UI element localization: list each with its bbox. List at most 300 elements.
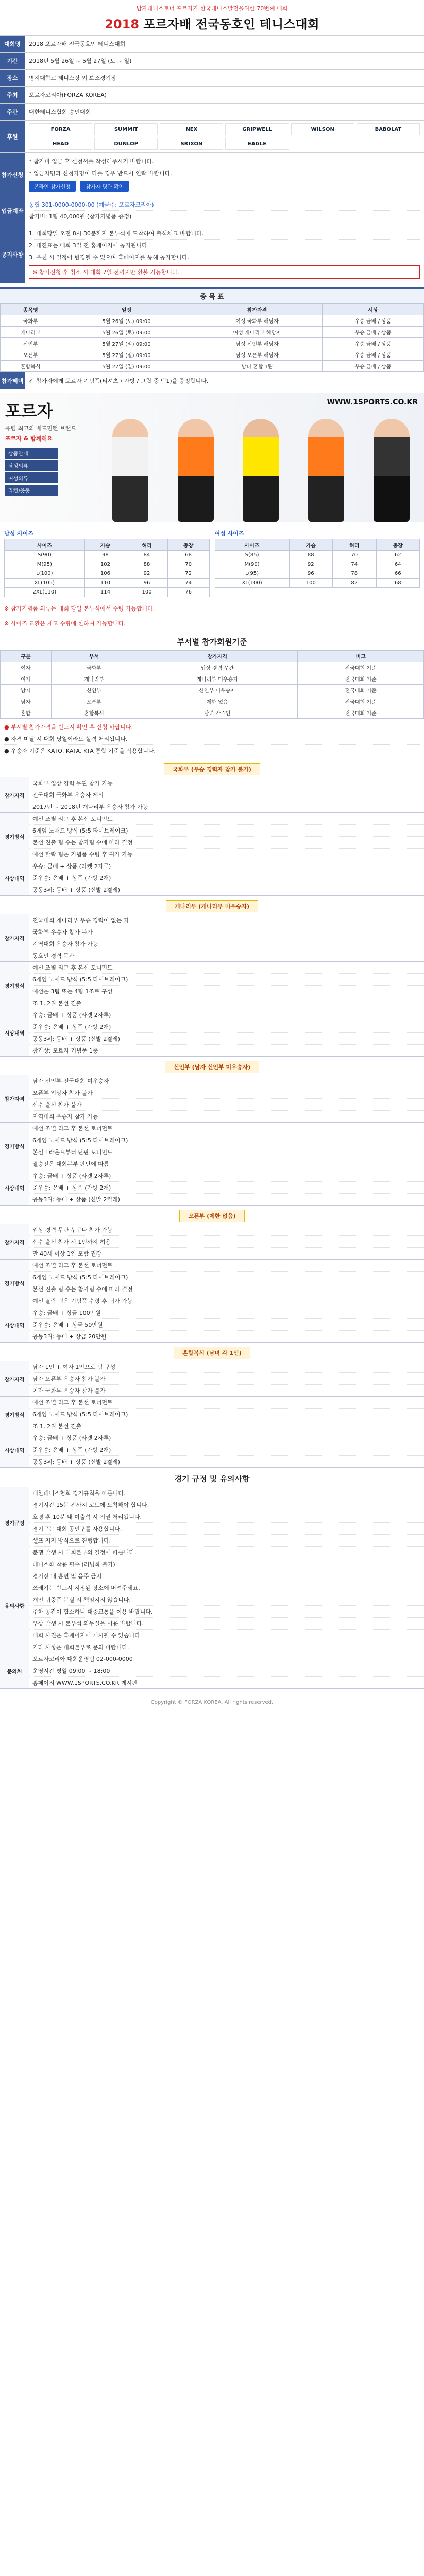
group-label: 경기방식 (0, 1260, 29, 1307)
table-cell: 66 (376, 569, 420, 579)
table-cell: 70 (333, 551, 376, 560)
group-items (29, 1075, 424, 1122)
list-item: 공동3위: 동배 + 상품 (신발 2켤레) (32, 1459, 120, 1465)
column-header: 사이즈 (215, 539, 289, 551)
list-item: 국화부 우승자 참가 불가 (29, 926, 424, 938)
table-row (1, 685, 424, 696)
group-row (0, 1170, 424, 1206)
list-item: 예선 조별 리그 후 본선 토너먼트 (29, 813, 424, 825)
sponsor-block (0, 120, 424, 152)
table-cell: 5월 27일 (일) 09:00 (61, 338, 192, 349)
list-item: 입상 경력 무관 누구나 참가 가능 (29, 1224, 424, 1236)
group-row (0, 1487, 424, 1558)
table-row (5, 579, 210, 588)
table-cell: 제한 없음 (137, 696, 298, 707)
table-row (1, 662, 424, 673)
table-cell: 신인부 미우승자 (137, 685, 298, 696)
table-row (1, 707, 424, 719)
list-item: 본선 진출 팀 수는 참가팀 수에 따라 결정 (29, 1283, 424, 1295)
table-cell: 64 (376, 560, 420, 569)
category-bar (0, 1347, 424, 1359)
table-cell: 100 (289, 579, 332, 588)
apply-block (0, 152, 424, 196)
list-item: 준우승: 은배 + 상품 (가방 2개) (29, 1021, 424, 1033)
list-item: 예선 조별 리그 후 본선 토너먼트 (29, 1260, 424, 1272)
group-items (29, 1224, 424, 1259)
table-cell: 국화부 (51, 662, 137, 673)
grade-note: ● 자격 미달 시 대회 당일이라도 실격 처리됩니다. (4, 733, 420, 745)
column-header: 부서 (51, 651, 137, 662)
list-item: 결승전은 대회본부 판단에 따름 (32, 1161, 109, 1167)
table-cell: 84 (126, 551, 168, 560)
category-title: 국화부 (우승 경력자 참가 불가) (164, 763, 260, 775)
group-label: 경기방식 (0, 1123, 29, 1170)
group-label: 참가자격 (0, 914, 29, 961)
list-item: 부상 발생 시 본부석 의무실을 이용 바랍니다. (29, 1618, 424, 1630)
table-cell: 82 (333, 579, 376, 588)
category-title: 개나리부 (개나리부 미우승자) (166, 900, 258, 912)
table-row (5, 560, 210, 569)
group-items (29, 860, 424, 895)
table-cell: 88 (126, 560, 168, 569)
sponsor-logo[interactable]: HEAD (29, 138, 92, 150)
table-cell: 102 (84, 560, 126, 569)
table-cell: L(95) (215, 569, 289, 579)
table-cell: 전국대회 기준 (298, 673, 424, 685)
model-photo-1 (112, 419, 148, 522)
list-item: 예선 조별 리그 후 본선 토너먼트 (29, 962, 424, 974)
list-item: 경기장 내 흡연 및 음주 금지 (29, 1570, 424, 1582)
list-item: 지역대회 우승자 참가 가능 (29, 938, 424, 950)
table-cell: 5월 27일 (일) 09:00 (61, 361, 192, 372)
table-cell: 70 (167, 560, 209, 569)
list-item: 지역대회 우승자 참가 가능 (32, 1113, 98, 1120)
group-row (0, 1396, 424, 1432)
list-item: 공동3위: 동배 + 상품 (신발 2켤레) (32, 1196, 120, 1203)
list-item: 6게임 노애드 방식 (5:5 타이브레이크) (29, 1134, 424, 1146)
apply-label: 참가신청 (0, 153, 25, 196)
list-item: 포르자코리아 대회운영팀 02-000-0000 (29, 1653, 424, 1665)
list-item: 쓰레기는 반드시 지정된 장소에 버려주세요. (29, 1582, 424, 1594)
list-item: 우승: 금배 + 상품 (라켓 2자루) (29, 1170, 424, 1182)
group-row (0, 1259, 424, 1307)
banner-menu-item[interactable]: 남성의류 (5, 460, 58, 471)
category-title: 혼합복식 (남녀 각 1인) (174, 1347, 250, 1359)
info-row (0, 103, 424, 120)
list-item: 예선 조별 리그 후 본선 토너먼트 (29, 1123, 424, 1134)
column-header: 참가자격 (192, 304, 323, 315)
column-header: 구분 (1, 651, 52, 662)
list-item: 운영시간 평일 09:00 ~ 18:00 (29, 1665, 424, 1677)
participant-list-button[interactable]: 참가자 명단 확인 (80, 181, 129, 192)
column-header: 사이즈 (5, 539, 85, 551)
list-item: 우승: 금배 + 상품 (라켓 2자루) (29, 1432, 424, 1444)
header (0, 0, 424, 35)
sponsor-logo[interactable]: SUMMIT (94, 123, 158, 135)
banner-menu-item[interactable]: 상품안내 (5, 448, 58, 459)
sponsor-logo[interactable]: FORZA (29, 123, 92, 135)
refund-notice: ※ 참가신청 후 취소 시 대회 7일 전까지만 환불 가능합니다. (29, 265, 420, 279)
table-row (1, 361, 424, 372)
info-label: 주관 (0, 104, 25, 120)
list-item: 주차 공간이 협소하니 대중교통을 이용 바랍니다. (29, 1606, 424, 1618)
list-item: 예선 조별 리그 후 본선 토너먼트 (29, 1397, 424, 1409)
table-cell: 5월 26일 (토) 09:00 (61, 315, 192, 327)
list-item: 전국대회 국화부 우승자 제외 (29, 789, 424, 801)
model-photo-3 (243, 419, 279, 522)
group-label: 문의처 (0, 1653, 29, 1688)
list-item: 홈페이지 WWW.1SPORTS.CO.KR 게시판 (32, 1680, 138, 1686)
list-item: 테니스화 착용 필수 (러닝화 불가) (29, 1558, 424, 1570)
table-row (1, 673, 424, 685)
notice-item: 3. 우천 시 일정이 변경될 수 있으며 홈페이지를 통해 공지합니다. (29, 251, 420, 263)
group-items (29, 1653, 424, 1688)
info-body (25, 87, 424, 103)
list-item: 호명 후 10분 내 미출석 시 기권 처리됩니다. (29, 1511, 424, 1523)
table-cell: 우승 금배 / 상품 (322, 315, 423, 327)
group-items (29, 1009, 424, 1056)
table-cell: 우승 금배 / 상품 (322, 349, 423, 361)
title-year: 2018 (105, 17, 140, 31)
table-row (1, 338, 424, 349)
grade-note: ● 부서별 참가자격을 반드시 확인 후 신청 바랍니다. (4, 721, 420, 733)
group-row (0, 1307, 424, 1343)
info-body (25, 53, 424, 69)
column-header: 가슴 (289, 539, 332, 551)
rules-title: 경기 규정 및 유의사항 (174, 1474, 250, 1483)
category-body (0, 1224, 424, 1343)
info-value: 대한테니스협회 승인대회 (29, 109, 91, 115)
list-item: 남자 1인 + 여자 1인으로 팀 구성 (29, 1361, 424, 1373)
table-cell: 74 (333, 560, 376, 569)
table-cell: 남자 (1, 685, 52, 696)
info-body (25, 104, 424, 120)
table-cell: 전국대회 기준 (298, 696, 424, 707)
table-row (215, 579, 420, 588)
table-row (5, 569, 210, 579)
list-item: 본선 진출 팀 수는 참가팀 수에 따라 결정 (29, 837, 424, 849)
notice-item: 2. 대진표는 대회 3일 전 홈페이지에 공지됩니다. (29, 240, 420, 251)
table-row (1, 327, 424, 338)
table-cell: M(90) (215, 560, 289, 569)
table-cell: 96 (126, 579, 168, 588)
group-label: 시상내역 (0, 1307, 29, 1342)
group-row (0, 812, 424, 860)
title-text: 포르자배 전국동호인 테니스대회 (143, 17, 319, 31)
list-item: 우승: 금배 + 상금 100만원 (29, 1307, 424, 1319)
deposit-account: 농협 301-0000-0000-00 (예금주: 포르자코리아) (29, 199, 420, 211)
list-item: 우승: 금배 + 상품 (라켓 2자루) (29, 860, 424, 872)
deposit-label: 입금계좌 (0, 196, 25, 225)
list-item: 예선은 3팀 또는 4팀 1조로 구성 (29, 986, 424, 997)
size-table-women (215, 539, 420, 588)
info-value: 명지대학교 테니스장 외 보조경기장 (29, 75, 116, 81)
group-row (0, 961, 424, 1009)
schedule-title: 종 목 표 (0, 287, 424, 303)
table-cell: 72 (167, 569, 209, 579)
table-cell: 100 (126, 588, 168, 597)
info-row (0, 69, 424, 86)
table-cell: 전국대회 기준 (298, 685, 424, 696)
list-item: 개인 귀중품 분실 시 책임지지 않습니다. (29, 1594, 424, 1606)
list-item: 6게임 노애드 방식 (5:5 타이브레이크) (29, 1409, 424, 1420)
group-items (29, 1260, 424, 1307)
table-row (1, 315, 424, 327)
info-list (0, 35, 424, 120)
size-table-men (4, 539, 210, 597)
column-header: 총장 (167, 539, 209, 551)
banner-tagline: 유럽 최고의 배드민턴 브랜드 (5, 425, 77, 432)
table-cell: 62 (376, 551, 420, 560)
list-item: 우승: 금배 + 상품 (라켓 2자루) (29, 1009, 424, 1021)
table-cell: 5월 26일 (토) 09:00 (61, 327, 192, 338)
list-item: 남자 신인부 전국대회 미우승자 (29, 1075, 424, 1087)
sponsor-logo[interactable]: NEX (160, 123, 223, 135)
group-row (0, 1075, 424, 1122)
group-label: 참가자격 (0, 1224, 29, 1259)
table-cell: 여성 개나리부 해당자 (192, 327, 323, 338)
category-body (0, 1361, 424, 1468)
group-label: 유의사항 (0, 1558, 29, 1653)
group-items (29, 1361, 424, 1396)
notice-label: 공지사항 (0, 225, 25, 283)
group-row (0, 860, 424, 896)
group-label: 참가자격 (0, 1361, 29, 1396)
table-cell: 110 (84, 579, 126, 588)
column-header: 허리 (333, 539, 376, 551)
table-cell: 68 (376, 579, 420, 588)
info-row (0, 52, 424, 69)
table-cell: 남자 (1, 696, 52, 707)
table-cell: 96 (289, 569, 332, 579)
column-header: 비고 (298, 651, 424, 662)
info-row (0, 35, 424, 52)
prize-block (0, 372, 424, 389)
group-items (29, 914, 424, 961)
table-cell: 전국대회 기준 (298, 707, 424, 719)
group-label: 경기규정 (0, 1487, 29, 1558)
group-row (0, 1224, 424, 1259)
model-photo-5 (374, 419, 410, 522)
apply-line: * 참가비 입금 후 신청서를 작성해주시기 바랍니다. (29, 156, 420, 167)
list-item: 대한테니스협회 경기규칙을 따릅니다. (29, 1487, 424, 1499)
category-bar (0, 1210, 424, 1222)
list-item: 준우승: 은배 + 상품 (가방 2개) (29, 1182, 424, 1194)
schedule-table (0, 303, 424, 372)
table-cell: 88 (289, 551, 332, 560)
list-item: 6게임 노애드 방식 (5:5 타이브레이크) (29, 1272, 424, 1283)
group-label: 참가자격 (0, 1075, 29, 1122)
list-item: 공동3위: 동배 + 상품 (신발 2켤레) (29, 1033, 424, 1045)
list-item: 대회 사진은 홈페이지에 게시될 수 있습니다. (29, 1630, 424, 1641)
column-header: 참가자격 (137, 651, 298, 662)
table-cell: 혼합 (1, 707, 52, 719)
sponsor-logo[interactable]: EAGLE (225, 138, 289, 150)
table-cell: XL(105) (5, 579, 85, 588)
list-item: 여자 국화부 우승자 참가 불가 (32, 1387, 106, 1394)
prize-text: 전 참가자에게 포르자 기념품(티셔츠 / 가방 / 그립 중 택1)을 증정합니다. (29, 378, 209, 384)
group-row (0, 1122, 424, 1170)
table-cell: 오픈부 (51, 696, 137, 707)
sponsor-grid (29, 123, 420, 150)
info-value: 포르자코리아(FORZA KOREA) (29, 92, 107, 98)
category-body (0, 914, 424, 1057)
group-label: 시상내역 (0, 1170, 29, 1205)
list-item: 셀프 저지 방식으로 진행합니다. (29, 1535, 424, 1547)
info-label: 대회명 (0, 36, 25, 52)
table-cell: XL(100) (215, 579, 289, 588)
group-row (0, 1653, 424, 1689)
table-row (215, 560, 420, 569)
category-title: 오픈부 (제한 없음) (179, 1210, 244, 1222)
list-item: 남자 오픈부 우승자 참가 불가 (29, 1373, 424, 1385)
table-cell: 전국대회 기준 (298, 662, 424, 673)
table-cell: 남녀 혼합 1팀 (192, 361, 323, 372)
column-header: 종목명 (1, 304, 61, 315)
list-item: 본선 1라운드부터 단판 토너먼트 (29, 1146, 424, 1158)
group-items (29, 1397, 424, 1432)
group-items (29, 777, 424, 812)
table-cell: 74 (167, 579, 209, 588)
list-item: 오픈부 입상자 참가 불가 (29, 1087, 424, 1099)
list-item: 분쟁 발생 시 대회본부의 결정에 따릅니다. (32, 1549, 137, 1556)
category-bar (0, 1061, 424, 1073)
table-cell: M(95) (5, 560, 85, 569)
info-value: 2018 포르자배 전국동호인 테니스대회 (29, 41, 126, 47)
info-label: 기간 (0, 53, 25, 69)
table-cell: 입상 경력 무관 (137, 662, 298, 673)
group-row (0, 1432, 424, 1468)
list-item: 경기시간 15분 전까지 코트에 도착해야 합니다. (29, 1499, 424, 1511)
list-item: 만 40세 이상 1인 포함 권장 (32, 1250, 102, 1257)
group-items (29, 1123, 424, 1170)
info-row (0, 86, 424, 103)
model-photo-2 (178, 419, 214, 522)
column-header: 일정 (61, 304, 192, 315)
list-item: 준우승: 은배 + 상품 (가방 2개) (29, 872, 424, 884)
header-subtitle: 남자테니스토너 포르자가 한국테니스발전을위한 70번째 대회 (136, 5, 288, 12)
group-items (29, 1307, 424, 1342)
table-cell: 68 (167, 551, 209, 560)
list-item: 조 1, 2위 본선 진출 (32, 1000, 82, 1007)
group-items (29, 1487, 424, 1558)
size-note: ※ 사이즈 교환은 재고 수량에 한하여 가능합니다. (0, 616, 424, 631)
table-cell: 남녀 각 1인 (137, 707, 298, 719)
size-title-women: 여성 사이즈 (214, 530, 244, 537)
banner-menu-item[interactable]: 여성의류 (5, 472, 58, 483)
list-item: 6게임 노애드 방식 (5:5 타이브레이크) (29, 974, 424, 986)
table-cell: 우승 금배 / 상품 (322, 338, 423, 349)
banner-tagline-em: 포르자 & 함께해요 (5, 435, 53, 442)
table-row (5, 588, 210, 597)
sponsor-label: 후원 (0, 121, 25, 152)
group-row (0, 1009, 424, 1057)
table-row (1, 349, 424, 361)
info-body (25, 70, 424, 86)
footer: Copyright © FORZA KOREA. All rights reserved. (0, 1694, 424, 1710)
table-cell: 5월 27일 (일) 09:00 (61, 349, 192, 361)
forza-banner (0, 393, 424, 522)
column-header: 가슴 (84, 539, 126, 551)
banner-url[interactable]: WWW.1SPORTS.CO.KR (327, 398, 418, 406)
banner-menu-item[interactable]: 라켓/용품 (5, 485, 58, 496)
sponsor-logo[interactable]: BABOLAT (357, 123, 420, 135)
size-note: ※ 참가기념품 의류는 대회 당일 본부석에서 수령 가능합니다. (0, 601, 424, 616)
table-row (5, 551, 210, 560)
list-item: 국화부 입상 경력 무관 참가 가능 (29, 777, 424, 789)
table-cell: 여자 (1, 673, 52, 685)
category-body (0, 777, 424, 896)
list-item: 참가상: 포르자 기념품 1종 (32, 1047, 98, 1054)
table-cell: 남성 오픈부 해당자 (192, 349, 323, 361)
table-cell: 92 (289, 560, 332, 569)
group-label: 경기방식 (0, 813, 29, 860)
list-item: 2017년 ~ 2018년 개나리부 우승자 참가 가능 (32, 804, 148, 810)
table-cell: S(90) (5, 551, 85, 560)
sponsor-logo[interactable]: DUNLOP (94, 138, 158, 150)
column-header: 시상 (322, 304, 423, 315)
info-value: 2018년 5월 26일 ~ 5월 27일 (토 ~ 일) (29, 58, 132, 64)
table-cell: S(85) (215, 551, 289, 560)
table-row (215, 569, 420, 579)
group-items (29, 1170, 424, 1205)
deposit-fee: 참가비: 1팀 40,000원 (참가기념품 증정) (29, 213, 132, 220)
category-title: 신인부 (남자 신인부 미우승자) (165, 1061, 259, 1073)
page-title (0, 14, 424, 32)
table-cell: 혼합복식 (1, 361, 61, 372)
list-item: 전국대회 개나리부 우승 경력이 없는 자 (29, 914, 424, 926)
table-cell: 78 (333, 569, 376, 579)
group-label: 시상내역 (0, 860, 29, 895)
table-row (1, 696, 424, 707)
table-cell: 98 (84, 551, 126, 560)
group-items (29, 813, 424, 860)
table-cell: 여자 (1, 662, 52, 673)
brand-logo: 포르자 (5, 401, 53, 421)
table-cell: 남성 신인부 해당자 (192, 338, 323, 349)
list-item: 선수 출신 참가 시 1인까지 허용 (29, 1236, 424, 1248)
table-cell: L(100) (5, 569, 85, 579)
category-bar (0, 763, 424, 775)
grade-title: 부서별 참가회원기준 (177, 637, 247, 647)
info-label: 장소 (0, 70, 25, 86)
deposit-block (0, 196, 424, 225)
list-item: 공동3위: 동배 + 상금 20만원 (32, 1333, 107, 1340)
group-row (0, 777, 424, 812)
prize-label: 참가혜택 (0, 372, 25, 389)
apply-line: * 입금자명과 신청자명이 다를 경우 반드시 연락 바랍니다. (29, 167, 420, 179)
table-cell: 76 (167, 588, 209, 597)
list-item: 6게임 노애드 방식 (5:5 타이브레이크) (29, 825, 424, 837)
sponsor-logo[interactable]: SRIXON (160, 138, 223, 150)
list-item: 기타 사항은 대회본부로 문의 바랍니다. (32, 1644, 129, 1651)
table-cell: 여성 국화부 해당자 (192, 315, 323, 327)
column-header: 총장 (376, 539, 420, 551)
sponsor-logo[interactable]: GRIPWELL (225, 123, 289, 135)
online-apply-button[interactable]: 온라인 참가신청 (29, 181, 76, 192)
table-cell: 106 (84, 569, 126, 579)
sponsor-logo[interactable]: WILSON (291, 123, 354, 135)
category-sections (0, 763, 424, 1468)
group-row (0, 914, 424, 961)
notice-item: 1. 대회당일 오전 8시 30분까지 본부석에 도착하여 출석체크 바랍니다. (29, 228, 420, 240)
table-cell: 국화부 (1, 315, 61, 327)
table-cell: 오픈부 (1, 349, 61, 361)
grade-notes (0, 719, 424, 759)
column-header: 허리 (126, 539, 168, 551)
table-cell: 114 (84, 588, 126, 597)
size-title-men: 남성 사이즈 (4, 530, 33, 537)
